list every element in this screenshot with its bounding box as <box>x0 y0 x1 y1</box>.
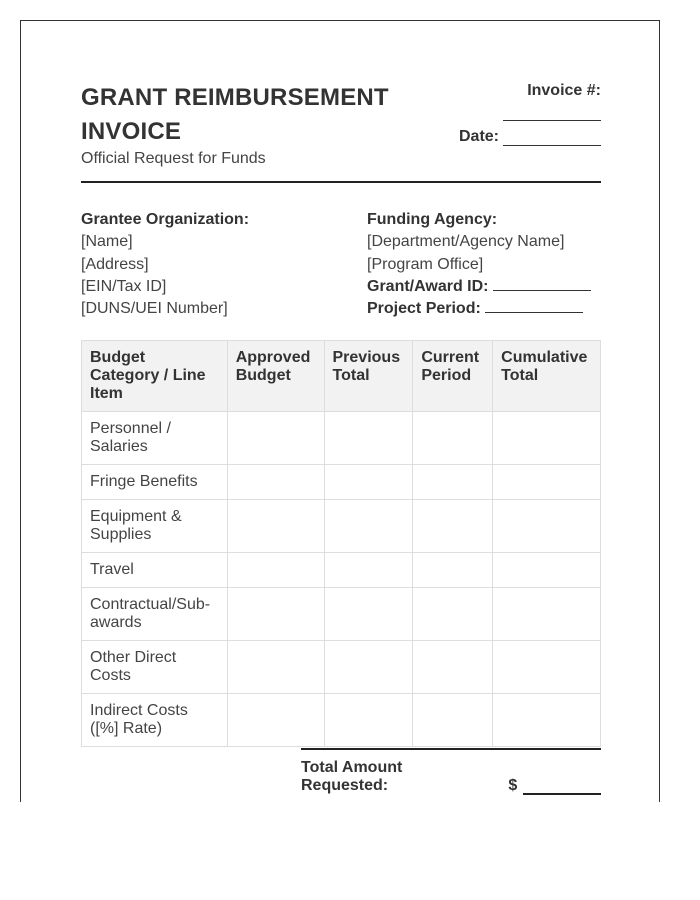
grantee-heading: Grantee Organization: <box>81 211 250 228</box>
cell-approved[interactable] <box>227 412 324 465</box>
grantee-duns: [DUNS/UEI Number] <box>81 300 228 318</box>
cell-cumulative[interactable] <box>493 500 601 553</box>
agency-heading: Funding Agency: <box>367 211 498 228</box>
grantee-address: [Address] <box>81 255 149 273</box>
cell-cumulative[interactable] <box>493 553 601 588</box>
cell-approved[interactable] <box>227 641 324 694</box>
header-previous-total: Previous Total <box>324 341 413 412</box>
cell-previous[interactable] <box>324 500 413 553</box>
cell-cumulative[interactable] <box>493 412 601 465</box>
cell-previous[interactable] <box>324 694 413 747</box>
cell-previous[interactable] <box>324 412 413 465</box>
cell-approved[interactable] <box>227 588 324 641</box>
title-line-1: GRANT REIMBURSEMENT <box>81 84 389 111</box>
total-section <box>301 748 601 795</box>
invoice-meta <box>459 82 601 146</box>
award-id-blank[interactable] <box>493 276 591 291</box>
agency-section <box>367 209 591 320</box>
cell-cumulative[interactable] <box>493 641 601 694</box>
grantee-name: [Name] <box>81 233 133 251</box>
cell-current[interactable] <box>413 553 493 588</box>
cell-previous[interactable] <box>324 588 413 641</box>
row-label: Travel <box>82 553 228 588</box>
header-budget-category: Budget Category / Line Item <box>82 341 228 412</box>
cell-previous[interactable] <box>324 641 413 694</box>
header-cumulative-total: Cumulative Total <box>493 341 601 412</box>
cell-current[interactable] <box>413 500 493 553</box>
invoice-number-blank[interactable] <box>503 104 601 121</box>
cell-approved[interactable] <box>227 465 324 500</box>
cell-previous[interactable] <box>324 465 413 500</box>
project-period-blank[interactable] <box>485 298 583 313</box>
table-row <box>82 588 601 641</box>
table-row <box>82 694 601 747</box>
award-id-row <box>367 276 591 298</box>
grantee-section <box>81 209 249 320</box>
row-label: Equipment & Supplies <box>82 500 228 553</box>
table-row <box>82 465 601 500</box>
row-label: Indirect Costs ([%] Rate) <box>82 694 228 747</box>
project-period-label: Project Period: <box>367 300 481 318</box>
cell-current[interactable] <box>413 694 493 747</box>
cell-current[interactable] <box>413 588 493 641</box>
header-current-period: Current Period <box>413 341 493 412</box>
cell-approved[interactable] <box>227 694 324 747</box>
row-label: Other Direct Costs <box>82 641 228 694</box>
cell-approved[interactable] <box>227 500 324 553</box>
table-row <box>82 412 601 465</box>
row-label: Contractual/Sub-awards <box>82 588 228 641</box>
invoice-number-label: Invoice #: <box>527 82 601 99</box>
title-line-2: INVOICE <box>81 118 182 145</box>
date-row <box>459 128 601 146</box>
date-label: Date: <box>458 128 499 145</box>
header-approved-budget: Approved Budget <box>227 341 324 412</box>
table-row <box>82 553 601 588</box>
table-row <box>82 641 601 694</box>
row-label: Fringe Benefits <box>82 465 228 500</box>
cell-cumulative[interactable] <box>493 465 601 500</box>
total-currency: $ <box>508 777 518 794</box>
budget-table <box>81 340 601 747</box>
award-id-label: Grant/Award ID: <box>367 277 489 295</box>
total-amount-blank[interactable] <box>523 779 601 795</box>
cell-cumulative[interactable] <box>493 694 601 747</box>
table-row <box>82 500 601 553</box>
grantee-ein: [EIN/Tax ID] <box>81 277 167 295</box>
date-blank[interactable] <box>503 129 601 146</box>
cell-current[interactable] <box>413 641 493 694</box>
agency-department: [Department/Agency Name] <box>367 233 565 251</box>
row-label: Personnel / Salaries <box>82 412 228 465</box>
table-header-row <box>82 341 601 412</box>
header-divider <box>81 181 601 183</box>
total-label: Total Amount Requested: <box>301 759 403 794</box>
cell-cumulative[interactable] <box>493 588 601 641</box>
page-subtitle: Official Request for Funds <box>81 150 266 167</box>
project-period-row <box>367 298 591 320</box>
agency-program: [Program Office] <box>367 255 484 273</box>
page-title <box>81 81 421 149</box>
cell-previous[interactable] <box>324 553 413 588</box>
cell-current[interactable] <box>413 412 493 465</box>
cell-current[interactable] <box>413 465 493 500</box>
cell-approved[interactable] <box>227 553 324 588</box>
